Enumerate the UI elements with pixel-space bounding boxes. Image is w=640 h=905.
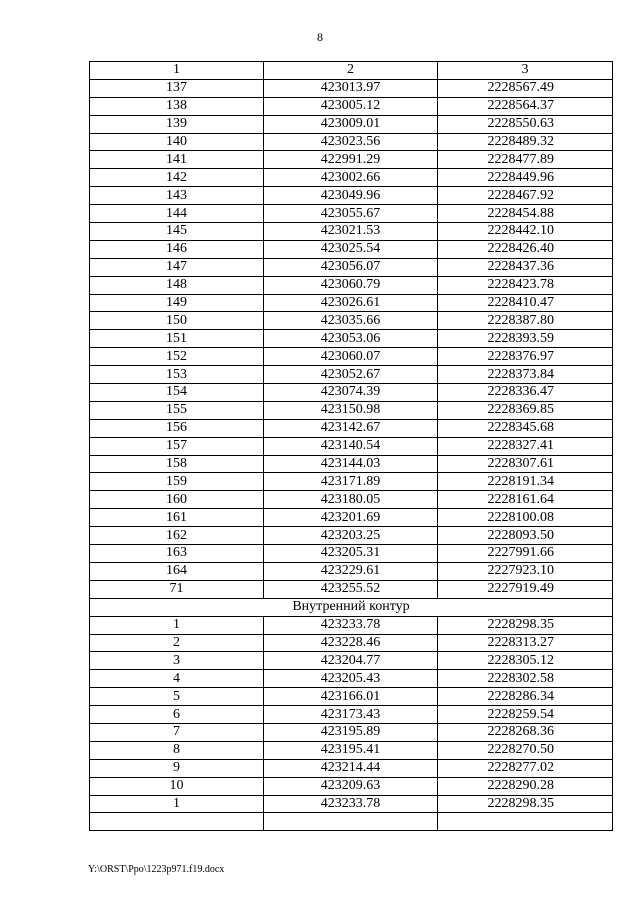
table-row: [90, 366, 613, 384]
y-coordinate-cell: 2227919.49: [438, 580, 613, 598]
point-number-cell: 153: [90, 366, 264, 384]
y-coordinate-cell: 2228550.63: [438, 115, 613, 133]
y-coordinate-cell: 2228426.40: [438, 240, 613, 258]
y-coordinate-cell: 2228093.50: [438, 527, 613, 545]
table-row: [90, 348, 613, 366]
y-coordinate-cell: 2228298.35: [438, 616, 613, 634]
y-coordinate-cell: 2228286.34: [438, 688, 613, 706]
y-coordinate-cell: 2228268.36: [438, 723, 613, 741]
section-label: Внутренний контур: [90, 598, 613, 616]
table-row: [90, 688, 613, 706]
empty-cell: [90, 813, 264, 831]
point-number-cell: 1: [90, 616, 264, 634]
x-coordinate-cell: 423056.07: [264, 258, 438, 276]
table-row: [90, 652, 613, 670]
y-coordinate-cell: 2227923.10: [438, 562, 613, 580]
point-number-cell: 154: [90, 384, 264, 402]
y-coordinate-cell: 2228298.35: [438, 795, 613, 813]
x-coordinate-cell: 423055.67: [264, 205, 438, 223]
point-number-cell: 3: [90, 652, 264, 670]
point-number-cell: 146: [90, 240, 264, 258]
x-coordinate-cell: 423228.46: [264, 634, 438, 652]
table-body: [90, 62, 613, 831]
y-coordinate-cell: 2228327.41: [438, 437, 613, 455]
point-number-cell: 141: [90, 151, 264, 169]
point-number-cell: 147: [90, 258, 264, 276]
y-coordinate-cell: 2228449.96: [438, 169, 613, 187]
x-coordinate-cell: 423214.44: [264, 759, 438, 777]
y-coordinate-cell: 2228393.59: [438, 330, 613, 348]
column-header: 3: [438, 62, 613, 80]
table-row: [90, 777, 613, 795]
point-number-cell: 71: [90, 580, 264, 598]
x-coordinate-cell: 423140.54: [264, 437, 438, 455]
x-coordinate-cell: 423053.06: [264, 330, 438, 348]
column-header: 2: [264, 62, 438, 80]
table-row: [90, 419, 613, 437]
x-coordinate-cell: 423002.66: [264, 169, 438, 187]
x-coordinate-cell: 423026.61: [264, 294, 438, 312]
table-row: [90, 205, 613, 223]
table-row: [90, 294, 613, 312]
empty-cell: [438, 813, 613, 831]
point-number-cell: 5: [90, 688, 264, 706]
x-coordinate-cell: 423060.79: [264, 276, 438, 294]
section-row: [90, 598, 613, 616]
x-coordinate-cell: 423171.89: [264, 473, 438, 491]
point-number-cell: 164: [90, 562, 264, 580]
point-number-cell: 157: [90, 437, 264, 455]
point-number-cell: 2: [90, 634, 264, 652]
table-row: [90, 258, 613, 276]
x-coordinate-cell: 423195.41: [264, 741, 438, 759]
table-row: [90, 312, 613, 330]
point-number-cell: 152: [90, 348, 264, 366]
point-number-cell: 151: [90, 330, 264, 348]
table-row: [90, 401, 613, 419]
point-number-cell: 8: [90, 741, 264, 759]
y-coordinate-cell: 2228564.37: [438, 97, 613, 115]
point-number-cell: 10: [90, 777, 264, 795]
y-coordinate-cell: 2228410.47: [438, 294, 613, 312]
table-row: [90, 616, 613, 634]
table-row: [90, 97, 613, 115]
x-coordinate-cell: 423166.01: [264, 688, 438, 706]
table-row: [90, 223, 613, 241]
column-header: 1: [90, 62, 264, 80]
table-row: [90, 151, 613, 169]
x-coordinate-cell: 423173.43: [264, 706, 438, 724]
y-coordinate-cell: 2228191.34: [438, 473, 613, 491]
table-row: [90, 187, 613, 205]
y-coordinate-cell: 2228313.27: [438, 634, 613, 652]
x-coordinate-cell: 423025.54: [264, 240, 438, 258]
empty-cell: [264, 813, 438, 831]
table-row: [90, 115, 613, 133]
point-number-cell: 138: [90, 97, 264, 115]
point-number-cell: 143: [90, 187, 264, 205]
x-coordinate-cell: 423074.39: [264, 384, 438, 402]
point-number-cell: 158: [90, 455, 264, 473]
table-row: [90, 491, 613, 509]
table-row: [90, 330, 613, 348]
x-coordinate-cell: 423009.01: [264, 115, 438, 133]
x-coordinate-cell: 423209.63: [264, 777, 438, 795]
point-number-cell: 139: [90, 115, 264, 133]
x-coordinate-cell: 423060.07: [264, 348, 438, 366]
x-coordinate-cell: 422991.29: [264, 151, 438, 169]
point-number-cell: 150: [90, 312, 264, 330]
x-coordinate-cell: 423144.03: [264, 455, 438, 473]
x-coordinate-cell: 423195.89: [264, 723, 438, 741]
y-coordinate-cell: 2228290.28: [438, 777, 613, 795]
x-coordinate-cell: 423052.67: [264, 366, 438, 384]
point-number-cell: 155: [90, 401, 264, 419]
point-number-cell: 142: [90, 169, 264, 187]
point-number-cell: 9: [90, 759, 264, 777]
y-coordinate-cell: 2228305.12: [438, 652, 613, 670]
table-row: [90, 723, 613, 741]
y-coordinate-cell: 2228336.47: [438, 384, 613, 402]
y-coordinate-cell: 2228369.85: [438, 401, 613, 419]
y-coordinate-cell: 2228477.89: [438, 151, 613, 169]
x-coordinate-cell: 423233.78: [264, 795, 438, 813]
file-path-footer: Y:\ORST\Ppo\1223p971.f19.docx: [88, 864, 225, 875]
y-coordinate-cell: 2228467.92: [438, 187, 613, 205]
point-number-cell: 156: [90, 419, 264, 437]
y-coordinate-cell: 2228345.68: [438, 419, 613, 437]
table-row: [90, 133, 613, 151]
x-coordinate-cell: 423142.67: [264, 419, 438, 437]
table-row: [90, 527, 613, 545]
y-coordinate-cell: 2228423.78: [438, 276, 613, 294]
point-number-cell: 144: [90, 205, 264, 223]
y-coordinate-cell: 2228442.10: [438, 223, 613, 241]
point-number-cell: 159: [90, 473, 264, 491]
y-coordinate-cell: 2228387.80: [438, 312, 613, 330]
y-coordinate-cell: 2228302.58: [438, 670, 613, 688]
coordinates-table: [89, 61, 613, 831]
table-row: [90, 562, 613, 580]
table-row: [90, 79, 613, 97]
table-header-row: [90, 62, 613, 80]
table-row: [90, 169, 613, 187]
x-coordinate-cell: 423005.12: [264, 97, 438, 115]
point-number-cell: 4: [90, 670, 264, 688]
point-number-cell: 7: [90, 723, 264, 741]
x-coordinate-cell: 423233.78: [264, 616, 438, 634]
table-row: [90, 455, 613, 473]
x-coordinate-cell: 423180.05: [264, 491, 438, 509]
table-row: [90, 276, 613, 294]
point-number-cell: 162: [90, 527, 264, 545]
point-number-cell: 161: [90, 509, 264, 527]
empty-row: [90, 813, 613, 831]
y-coordinate-cell: 2228454.88: [438, 205, 613, 223]
point-number-cell: 149: [90, 294, 264, 312]
table-row: [90, 384, 613, 402]
table-row: [90, 240, 613, 258]
y-coordinate-cell: 2227991.66: [438, 545, 613, 563]
point-number-cell: 1: [90, 795, 264, 813]
x-coordinate-cell: 423204.77: [264, 652, 438, 670]
y-coordinate-cell: 2228307.61: [438, 455, 613, 473]
page-number: 8: [317, 30, 323, 44]
table-row: [90, 437, 613, 455]
y-coordinate-cell: 2228259.54: [438, 706, 613, 724]
table-row: [90, 706, 613, 724]
x-coordinate-cell: 423201.69: [264, 509, 438, 527]
table-row: [90, 741, 613, 759]
table-row: [90, 545, 613, 563]
y-coordinate-cell: 2228161.64: [438, 491, 613, 509]
y-coordinate-cell: 2228100.08: [438, 509, 613, 527]
table-row: [90, 759, 613, 777]
point-number-cell: 160: [90, 491, 264, 509]
x-coordinate-cell: 423255.52: [264, 580, 438, 598]
y-coordinate-cell: 2228437.36: [438, 258, 613, 276]
point-number-cell: 145: [90, 223, 264, 241]
point-number-cell: 148: [90, 276, 264, 294]
x-coordinate-cell: 423203.25: [264, 527, 438, 545]
table-row: [90, 473, 613, 491]
y-coordinate-cell: 2228376.97: [438, 348, 613, 366]
x-coordinate-cell: 423150.98: [264, 401, 438, 419]
y-coordinate-cell: 2228567.49: [438, 79, 613, 97]
table-row: [90, 634, 613, 652]
x-coordinate-cell: 423013.97: [264, 79, 438, 97]
x-coordinate-cell: 423205.43: [264, 670, 438, 688]
x-coordinate-cell: 423023.56: [264, 133, 438, 151]
x-coordinate-cell: 423035.66: [264, 312, 438, 330]
y-coordinate-cell: 2228489.32: [438, 133, 613, 151]
y-coordinate-cell: 2228270.50: [438, 741, 613, 759]
x-coordinate-cell: 423205.31: [264, 545, 438, 563]
table-row: [90, 509, 613, 527]
y-coordinate-cell: 2228277.02: [438, 759, 613, 777]
x-coordinate-cell: 423049.96: [264, 187, 438, 205]
y-coordinate-cell: 2228373.84: [438, 366, 613, 384]
point-number-cell: 163: [90, 545, 264, 563]
x-coordinate-cell: 423229.61: [264, 562, 438, 580]
table-row: [90, 795, 613, 813]
table-row: [90, 580, 613, 598]
table-row: [90, 670, 613, 688]
point-number-cell: 140: [90, 133, 264, 151]
point-number-cell: 6: [90, 706, 264, 724]
point-number-cell: 137: [90, 79, 264, 97]
x-coordinate-cell: 423021.53: [264, 223, 438, 241]
